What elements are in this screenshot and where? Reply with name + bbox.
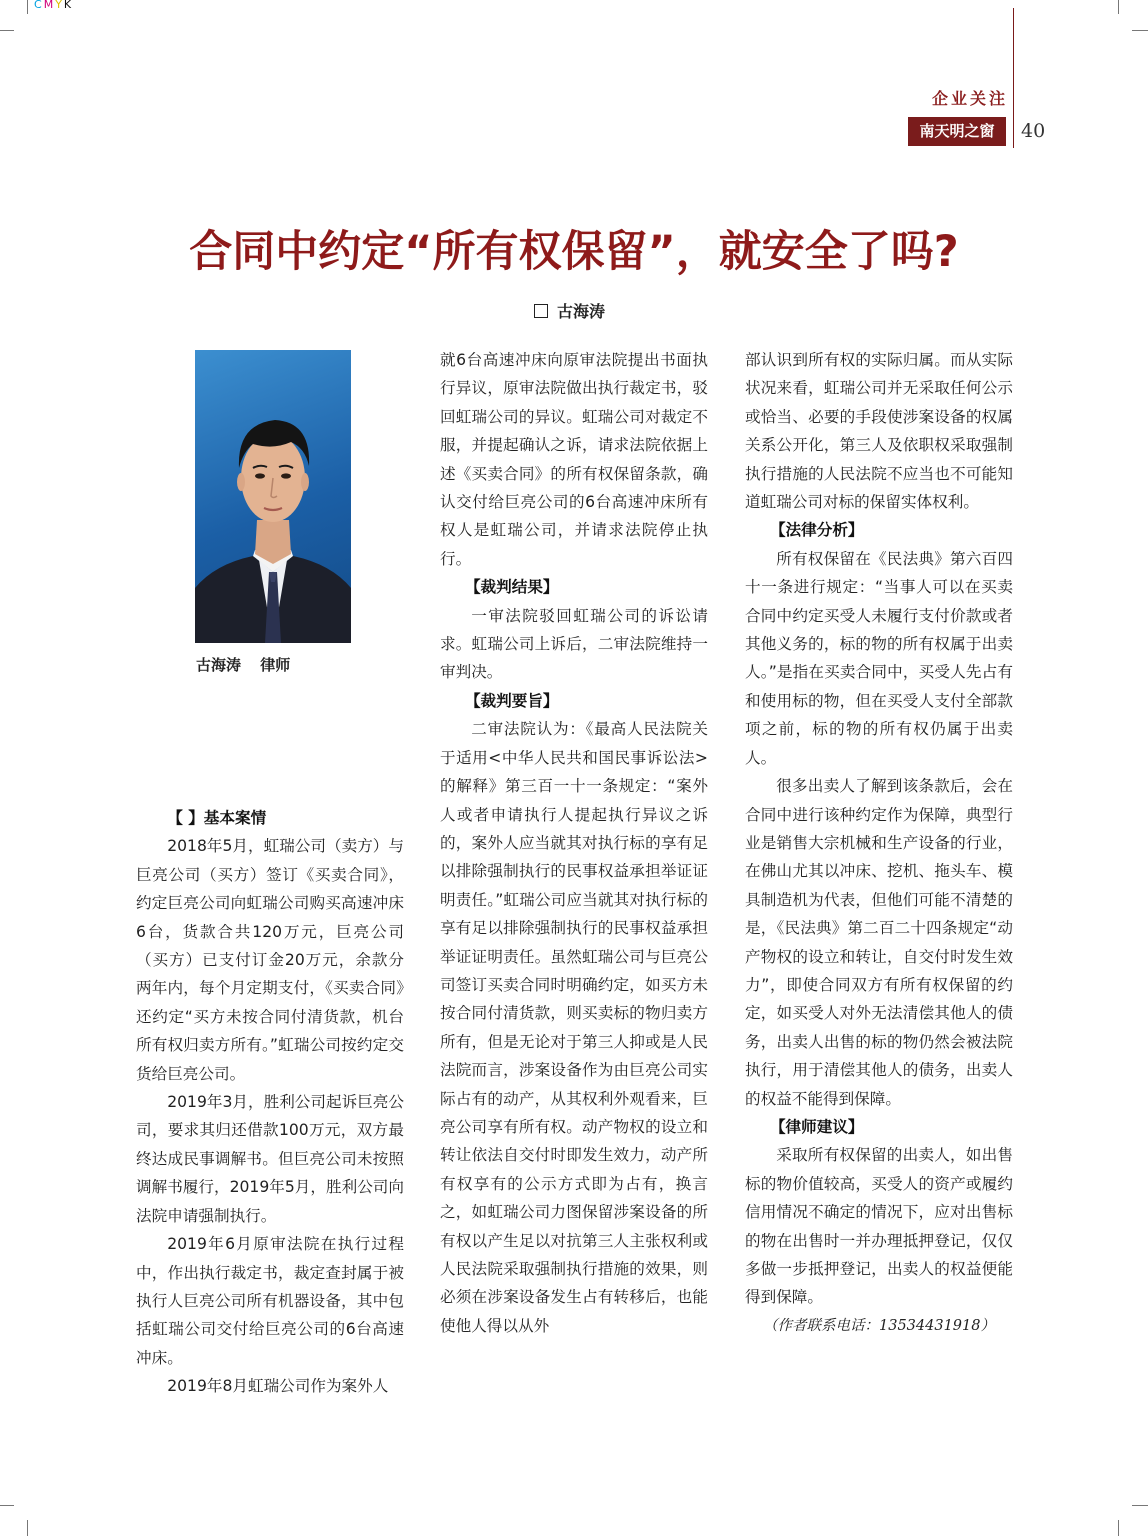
- paragraph: 采取所有权保留的出卖人，如出售标的物价值较高，买受人的资产或履约信用情况不确定的情况下，应对出售标的物在出售时一并办理抵押登记，仅仅多做一步抵押登记，出卖人的权益便能得到保障。: [745, 1146, 1013, 1307]
- section-label: 企业关注: [931, 89, 1008, 108]
- heading-judgment-result: 【裁判结果】: [464, 578, 559, 597]
- paragraph: 二审法院认为：《最高人民法院关于适用<中华人民共和国民事诉讼法>的解释》第三百一十一条规定：“案外人或者申请执行人提起执行异议之诉的，案外人应当就其对执行标的享有足以排除强制执行的民事权益承担举证证明责任。”虹瑞公司应当就其对执行标的享有足以排除强制执行的民事权益承担举证证明责任。虽然虹瑞公司与巨亮公司签订买卖合同时明确约定，如买方未按合同付清货款，则买卖标的物归卖方所有，但是无论对于第三人抑或是人民法院而言，涉案设备作为由巨亮公司实际占有的动产，从其权利外观看来，巨亮公司享有所有权。动产物权的设立和转让依法自交付时即发生效力，动产所有权享有的公示方式即为占有，换言之，如虹瑞公司力图保留涉案设备的所有权以产生足以对抗第三人主张权利或人民法院采取强制执行措施的效果，则必须在涉案设备发生占有转移后，也能使他人得以从外: [440, 720, 708, 1335]
- paragraph: 2019年6月原审法院在执行过程中，作出执行裁定书，裁定查封属于被执行人巨亮公司所有机器设备，其中包括虹瑞公司交付给巨亮公司的6台高速冲床。: [136, 1235, 404, 1367]
- portrait-illustration: [195, 350, 351, 643]
- page-number: 40: [1021, 120, 1046, 142]
- author-byline: [534, 299, 605, 322]
- paragraph: 2019年3月，胜利公司起诉巨亮公司，要求其归还借款100万元，双方最终达成民事调解书。但巨亮公司未按照调解书履行，2019年5月，胜利公司向法院申请强制执行。: [136, 1093, 404, 1225]
- article-title: 合同中约定“所有权保留”，就安全了吗?: [189, 227, 959, 277]
- paragraph: 2018年5月，虹瑞公司（卖方）与巨亮公司（买方）签订《买卖合同》，约定巨亮公司向虹瑞公司购买高速冲床6台，货款合共120万元，巨亮公司（买方）已支付订金20万元，余款分两年内，每个月定期支付，《买卖合同》还约定“买方未按合同付清货款，机台所有权归卖方所有。”虹瑞公司按约定交货给巨亮公司。: [136, 837, 404, 1083]
- author-portrait: [195, 350, 351, 643]
- heading-lawyer-advice: 【律师建议】: [769, 1117, 864, 1136]
- paragraph: 所有权保留在《民法典》第六百四十一条进行规定：“当事人可以在买卖合同中约定买受人未履行支付价款或者其他义务的，标的物的所有权属于出卖人。”是指在买卖合同中，买受人先占有和使用标的物，但在买受人支付全部款项之前，标的物的所有权仍属于出卖人。: [745, 549, 1013, 767]
- paragraph: 部认识到所有权的实际归属。而从实际状况来看，虹瑞公司并无采取任何公示或恰当、必要的手段使涉案设备的权属关系公开化，第三人及依职权采取强制执行措施的人民法院不应当也不可能知道虹瑞公司对标的保留实体权利。: [745, 351, 1013, 512]
- cmyk-c: C: [34, 0, 44, 11]
- cmyk-m: M: [43, 0, 56, 11]
- crop-mark: [0, 1505, 14, 1506]
- cmyk-color-bar: [34, 0, 73, 11]
- crop-mark: [1132, 1505, 1148, 1506]
- author-contact: （作者联系电话：13534431918）: [763, 1317, 995, 1334]
- header-divider-line: [1013, 8, 1014, 148]
- column-tag: 南天明之窗: [908, 117, 1006, 146]
- crop-mark: [0, 30, 14, 31]
- crop-mark: [27, 1520, 28, 1536]
- crop-mark: [1118, 1520, 1119, 1536]
- article-column-2: [440, 346, 708, 1340]
- photo-caption: 古海涛 律师: [196, 656, 291, 674]
- author-name: 古海涛: [557, 302, 606, 321]
- crop-mark: [1132, 30, 1148, 31]
- cmyk-y: Y: [55, 0, 64, 11]
- paragraph: 就6台高速冲床向原审法院提出书面执行异议，原审法院做出执行裁定书，驳回虹瑞公司的异议。虹瑞公司对裁定不服，并提起确认之诉，请求法院依据上述《买卖合同》的所有权保留条款，确认交付给巨亮公司的6台高速冲床所有权人是虹瑞公司，并请求法院停止执行。: [440, 351, 708, 568]
- square-icon: [534, 304, 548, 318]
- paragraph: 一审法院驳回虹瑞公司的诉讼请求。虹瑞公司上诉后，二审法院维持一审判决。: [440, 606, 708, 682]
- paragraph: 很多出卖人了解到该条款后，会在合同中进行该种约定作为保障，典型行业是销售大宗机械和生产设备的行业，在佛山尤其以冲床、挖机、拖头车、模具制造机为代表，但他们可能不清楚的是，《民法典》第二百二十四条规定“动产物权的设立和转让，自交付时发生效力”，即使合同双方有所有权保留的约定，如买受人对外无法清偿其他人的债务，出卖人出售的标的物仍然会被法院执行，用于清偿其他人的债务，出卖人的权益不能得到保障。: [745, 777, 1013, 1108]
- crop-mark: [27, 0, 28, 14]
- cmyk-k: K: [63, 0, 74, 11]
- article-column-1: [136, 804, 404, 1401]
- heading-judgment-gist: 【裁判要旨】: [464, 691, 559, 710]
- article-column-3: [745, 346, 1013, 1340]
- paragraph: 2019年8月虹瑞公司作为案外人: [167, 1377, 389, 1396]
- crop-mark: [1118, 0, 1119, 14]
- heading-legal-analysis: 【法律分析】: [769, 521, 864, 540]
- heading-basic-facts: 【 】基本案情: [167, 809, 267, 827]
